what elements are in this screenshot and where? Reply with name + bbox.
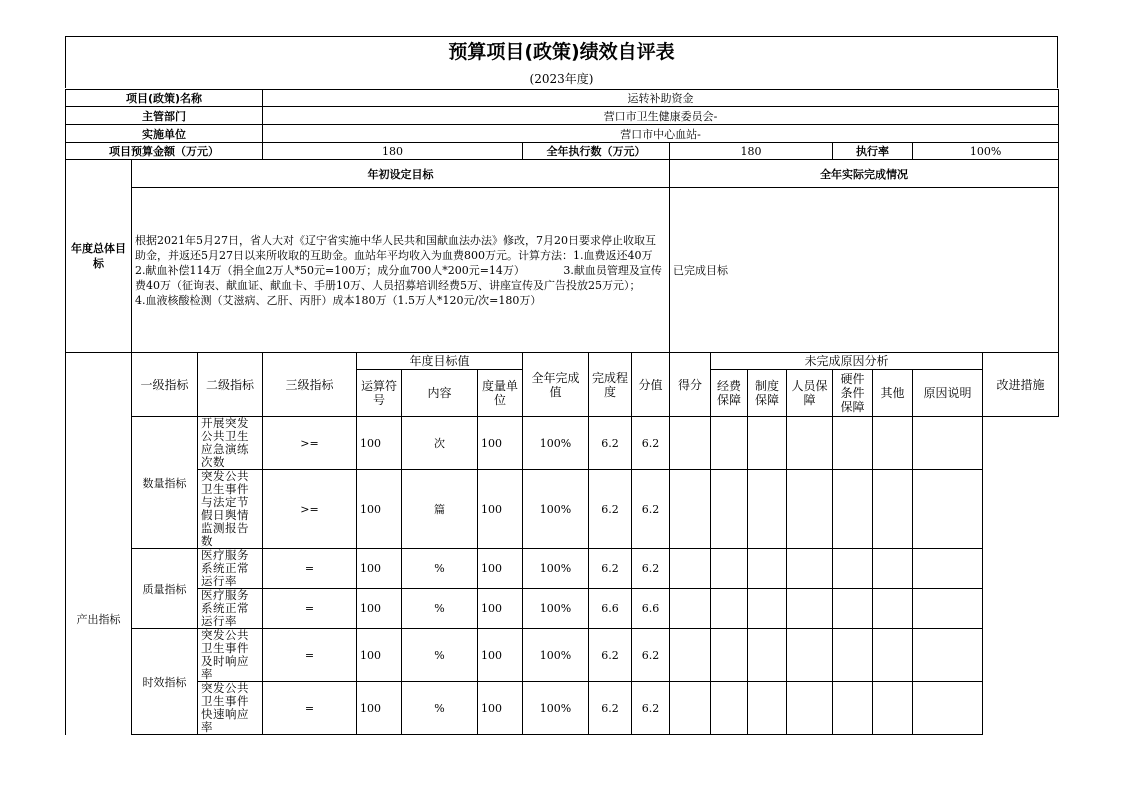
table-row — [66, 682, 1059, 735]
indicator-actual: 100 — [478, 629, 523, 682]
indicator-score: 6.2 — [632, 417, 670, 470]
page-subtitle: (2023年度) — [65, 66, 1058, 88]
indicator-content: 100 — [357, 589, 402, 629]
table-row — [66, 629, 1059, 682]
header-reason-system: 制度保障 — [748, 370, 787, 417]
reason-cell — [873, 549, 913, 589]
reason-cell — [873, 470, 913, 549]
indicator-actual: 100 — [478, 470, 523, 549]
set-goal-header: 年初设定目标 — [132, 160, 670, 188]
header-degree: 完成程度 — [589, 353, 632, 417]
level2-cell: 数量指标 — [132, 417, 198, 549]
reason-cell — [670, 682, 711, 735]
indicator-name: 突发公共卫生事件及时响应率 — [198, 629, 263, 682]
header-target-group: 年度目标值 — [357, 353, 523, 370]
indicator-degree: 100% — [523, 549, 589, 589]
level2-cell: 质量指标 — [132, 549, 198, 629]
indicator-unit: % — [402, 549, 478, 589]
evaluation-table — [65, 89, 1059, 735]
level1-output-cell — [66, 353, 132, 735]
reason-cell — [913, 549, 983, 589]
reason-cell — [670, 549, 711, 589]
indicator-actual: 100 — [478, 682, 523, 735]
reason-cell — [787, 549, 833, 589]
evaluation-sheet — [65, 36, 1058, 734]
reason-cell — [711, 549, 748, 589]
indicator-op: = — [263, 629, 357, 682]
reason-cell — [748, 470, 787, 549]
header-reason-other: 其他 — [873, 370, 913, 417]
indicator-op: = — [263, 549, 357, 589]
header-reason-funding: 经费保障 — [711, 370, 748, 417]
indicator-unit: 次 — [402, 417, 478, 470]
indicator-degree: 100% — [523, 629, 589, 682]
header-unit: 度量单位 — [478, 370, 523, 417]
indicator-content: 100 — [357, 549, 402, 589]
indicator-score: 6.6 — [632, 589, 670, 629]
indicator-op: = — [263, 589, 357, 629]
set-goal-text: 根据2021年5月27日，省人大对《辽宁省实施中华人民共和国献血法办法》修改，7月20日要求停止收取互助金，并返还5月27日以来所收取的互助金。血站年平均收入为血费800万元。计算方法：1.血费返还40万 2.献血补偿114万（捐全血2万人*50元=100万；成分血700人*200元=14万） 3.献血员管理及宣传费40万（征询表、献血证、献血卡、手册10万、人员招募培训经费5万、讲座宣传及广告投放25万元）； 4.血液核酸检测（艾滋病、乙肝、丙肝）成本180万（1.5万人*120元/次=180万） — [132, 188, 670, 353]
level1-label: 产出指标 — [76, 612, 121, 626]
indicator-name: 突发公共卫生事件与法定节假日舆情监测报告数 — [198, 470, 263, 549]
reason-cell — [748, 589, 787, 629]
indicator-name: 突发公共卫生事件快速响应率 — [198, 682, 263, 735]
budget-label: 项目预算金额（万元） — [66, 143, 263, 160]
header-reason-note: 原因说明 — [913, 370, 983, 417]
indicator-score: 6.2 — [632, 549, 670, 589]
indicator-name: 医疗服务系统正常运行率 — [198, 589, 263, 629]
reason-cell — [873, 417, 913, 470]
rate-label: 执行率 — [833, 143, 913, 160]
project-name-value: 运转补助资金 — [263, 90, 1059, 107]
actual-goal-text: 已完成目标 — [670, 188, 1059, 353]
unit-value: 营口市中心血站- — [263, 125, 1059, 143]
header-level2: 二级指标 — [198, 353, 263, 417]
annual-goal-label: 年度总体目标 — [66, 160, 132, 353]
indicator-name: 开展突发公共卫生应急演练次数 — [198, 417, 263, 470]
reason-cell — [670, 629, 711, 682]
reason-cell — [711, 470, 748, 549]
table-row — [66, 589, 1059, 629]
reason-cell — [748, 417, 787, 470]
reason-cell — [873, 629, 913, 682]
indicator-degree: 100% — [523, 589, 589, 629]
reason-cell — [913, 417, 983, 470]
indicator-content: 100 — [357, 682, 402, 735]
header-level1: 一级指标 — [132, 353, 198, 417]
indicator-content: 100 — [357, 417, 402, 470]
header-score: 得分 — [670, 353, 711, 417]
indicator-value: 6.2 — [589, 682, 632, 735]
indicator-value: 6.2 — [589, 417, 632, 470]
indicator-unit: % — [402, 629, 478, 682]
reason-cell — [833, 589, 873, 629]
table-row — [66, 549, 1059, 589]
budget-value: 180 — [263, 143, 523, 160]
reason-cell — [833, 470, 873, 549]
indicator-actual: 100 — [478, 417, 523, 470]
reason-cell — [913, 629, 983, 682]
exec-label: 全年执行数（万元） — [523, 143, 670, 160]
indicator-value: 6.6 — [589, 589, 632, 629]
indicator-actual: 100 — [478, 589, 523, 629]
indicator-value: 6.2 — [589, 629, 632, 682]
indicator-name: 医疗服务系统正常运行率 — [198, 549, 263, 589]
indicator-degree: 100% — [523, 470, 589, 549]
header-reason-staff: 人员保障 — [787, 370, 833, 417]
reason-cell — [787, 589, 833, 629]
header-reason-group: 未完成原因分析 — [711, 353, 983, 370]
reason-cell — [873, 589, 913, 629]
indicator-score: 6.2 — [632, 682, 670, 735]
dept-value: 营口市卫生健康委员会- — [263, 107, 1059, 125]
indicator-op: >= — [263, 470, 357, 549]
indicator-degree: 100% — [523, 682, 589, 735]
reason-cell — [833, 417, 873, 470]
exec-value: 180 — [670, 143, 833, 160]
header-actual: 全年完成值 — [523, 353, 589, 417]
reason-cell — [873, 682, 913, 735]
indicator-content: 100 — [357, 470, 402, 549]
reason-cell — [787, 682, 833, 735]
indicator-degree: 100% — [523, 417, 589, 470]
header-score-value: 分值 — [632, 353, 670, 417]
unit-label: 实施单位 — [66, 125, 263, 143]
indicator-actual: 100 — [478, 549, 523, 589]
reason-cell — [711, 417, 748, 470]
level2-cell: 时效指标 — [132, 629, 198, 735]
header-improve: 改进措施 — [983, 353, 1059, 417]
indicator-op: = — [263, 682, 357, 735]
actual-goal-header: 全年实际完成情况 — [670, 160, 1059, 188]
header-op: 运算符号 — [357, 370, 402, 417]
reason-cell — [748, 629, 787, 682]
indicator-score: 6.2 — [632, 629, 670, 682]
indicator-unit: % — [402, 682, 478, 735]
reason-cell — [748, 549, 787, 589]
reason-cell — [787, 629, 833, 682]
reason-cell — [913, 470, 983, 549]
reason-cell — [670, 470, 711, 549]
reason-cell — [748, 682, 787, 735]
indicator-score: 6.2 — [632, 470, 670, 549]
reason-cell — [670, 417, 711, 470]
reason-cell — [913, 589, 983, 629]
header-reason-hardware: 硬件条件保障 — [833, 370, 873, 417]
indicator-op: >= — [263, 417, 357, 470]
page-title: 预算项目(政策)绩效自评表 — [65, 36, 1058, 67]
indicator-value: 6.2 — [589, 549, 632, 589]
reason-cell — [711, 629, 748, 682]
reason-cell — [833, 629, 873, 682]
reason-cell — [711, 682, 748, 735]
project-name-label: 项目(政策)名称 — [66, 90, 263, 107]
dept-label: 主管部门 — [66, 107, 263, 125]
reason-cell — [833, 549, 873, 589]
reason-cell — [711, 589, 748, 629]
table-row — [66, 417, 1059, 470]
header-level3: 三级指标 — [263, 353, 357, 417]
indicator-unit: % — [402, 589, 478, 629]
indicator-content: 100 — [357, 629, 402, 682]
header-content: 内容 — [402, 370, 478, 417]
reason-cell — [833, 682, 873, 735]
rate-value: 100% — [913, 143, 1059, 160]
reason-cell — [787, 417, 833, 470]
reason-cell — [787, 470, 833, 549]
indicator-unit: 篇 — [402, 470, 478, 549]
indicator-value: 6.2 — [589, 470, 632, 549]
reason-cell — [913, 682, 983, 735]
reason-cell — [670, 589, 711, 629]
table-row — [66, 470, 1059, 549]
